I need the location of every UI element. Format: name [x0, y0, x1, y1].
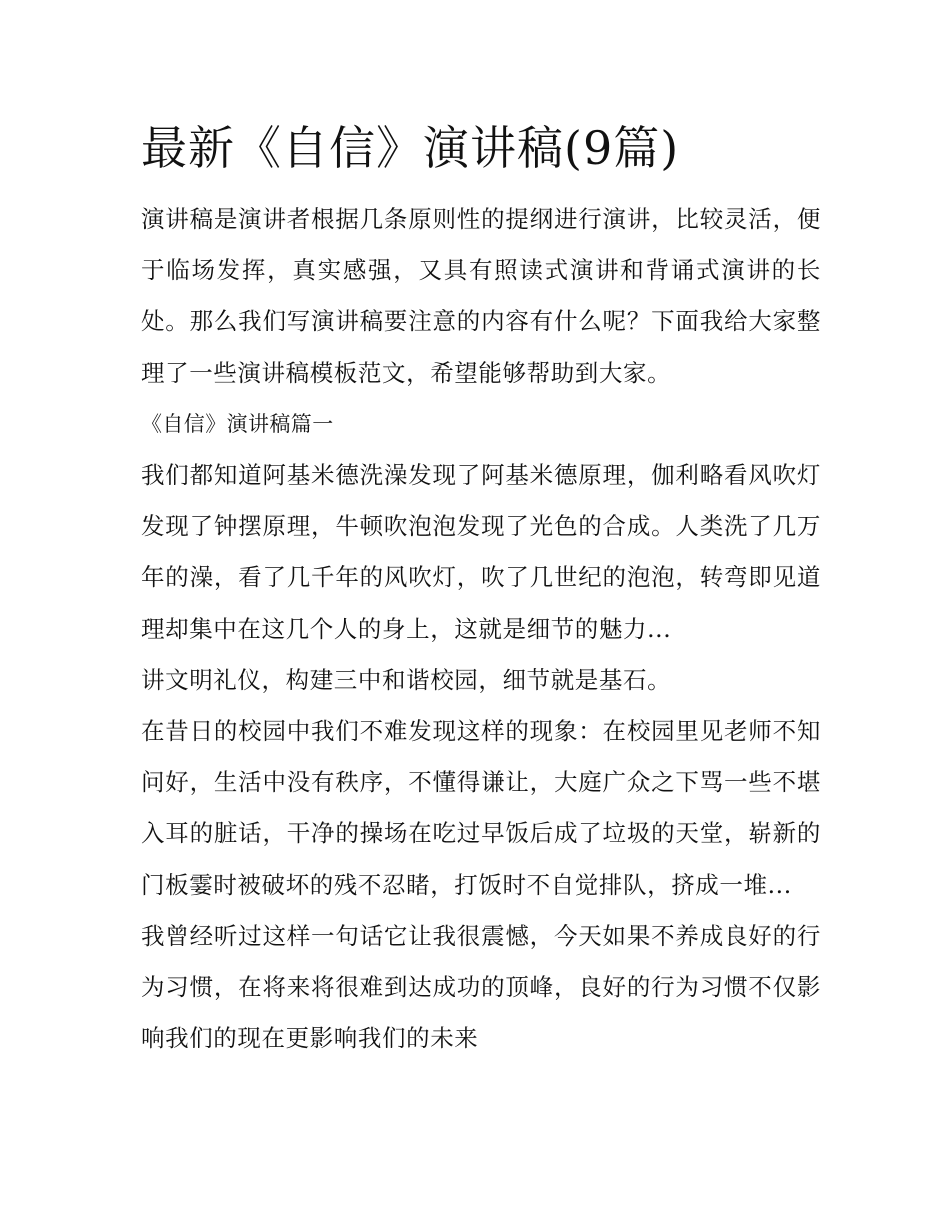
body-paragraph-4: 我曾经听过这样一句话它让我很震憾，今天如果不养成良好的行为习惯，在将来将很难到达成功的顶峰，良好的行为习惯不仅影响我们的现在更影响我们的未来: [141, 921, 821, 1053]
intro-paragraph: 演讲稿是演讲者根据几条原则性的提纲进行演讲，比较灵活，便于临场发挥，真实感强，又具有照读式演讲和背诵式演讲的长处。那么我们写演讲稿要注意的内容有什么呢？下面我给大家整理了一些演讲稿模板范文，希望能够帮助到大家。: [141, 205, 821, 387]
document-page: [141, 118, 821, 1064]
body-paragraph-3: 在昔日的校园中我们不难发现这样的现象：在校园里见老师不知问好，生活中没有秩序，不懂得谦让，大庭广众之下骂一些不堪入耳的脏话，干净的操场在吃过早饭后成了垃圾的天堂，崭新的门板霎时被破坏的残不忍睹，打饭时不自觉排队，挤成一堆...: [141, 717, 821, 899]
body-paragraph-1: 我们都知道阿基米德洗澡发现了阿基米德原理，伽利略看风吹灯发现了钟摆原理，牛顿吹泡泡发现了光色的合成。人类洗了几万年的澡，看了几千年的风吹灯，吹了几世纪的泡泡，转弯即见道理却集中在这几个人的身上，这就是细节的魅力...: [141, 461, 821, 643]
section-heading: 《自信》演讲稿篇一: [141, 411, 334, 436]
body-paragraph-2: 讲文明礼仪，构建三中和谐校园，细节就是基石。: [141, 665, 672, 694]
document-title: 最新《自信》演讲稿(9篇): [141, 121, 680, 175]
